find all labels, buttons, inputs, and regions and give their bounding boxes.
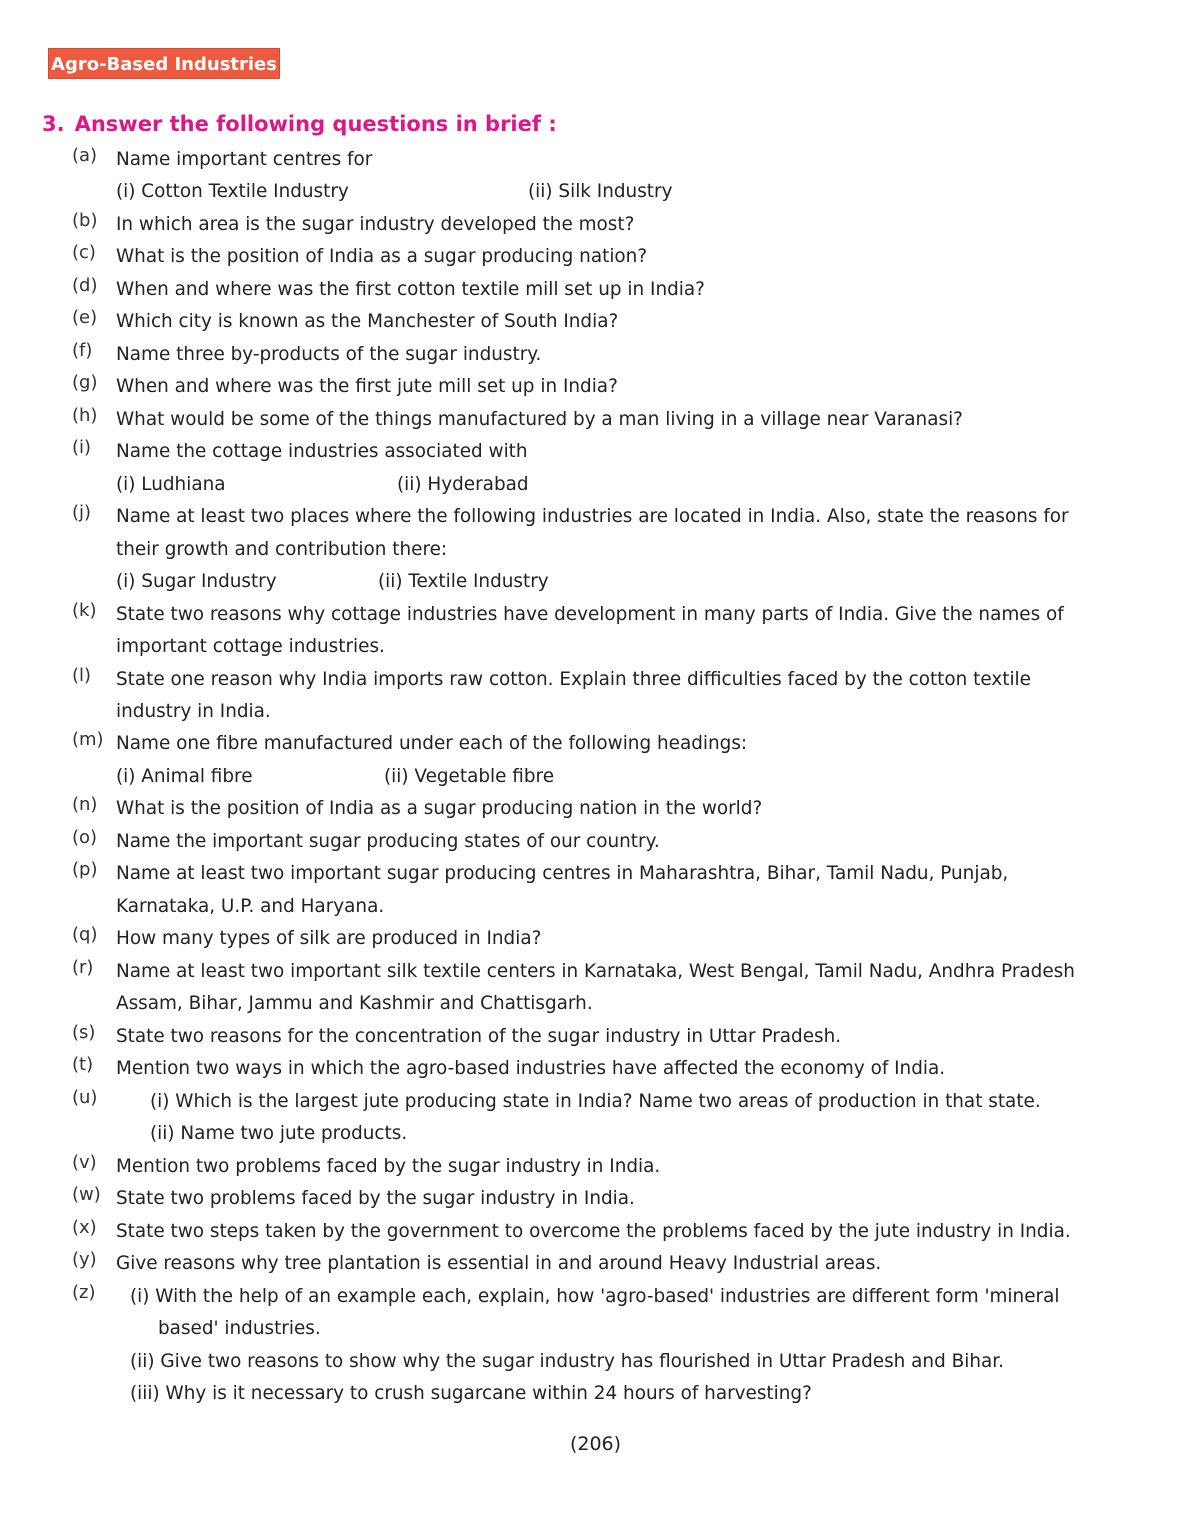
question-label: (p) bbox=[72, 859, 98, 880]
question-label: (i) bbox=[72, 437, 92, 458]
question-text: Which city is known as the Manchester of South India? bbox=[116, 311, 619, 332]
question-text: What is the position of India as a sugar producing nation? bbox=[116, 246, 648, 267]
question-text-continued: Karnataka, U.P. and Haryana. bbox=[116, 896, 385, 917]
question-label: (j) bbox=[72, 502, 92, 523]
question-label: (m) bbox=[72, 729, 104, 750]
question-text: State two reasons why cottage industries have development in many parts of India. Give the names of bbox=[116, 604, 1064, 625]
question-text: State two problems faced by the sugar industry in India. bbox=[116, 1188, 635, 1209]
question-text: Name the important sugar producing states of our country. bbox=[116, 831, 660, 852]
sub-item: (ii) Silk Industry bbox=[528, 181, 673, 202]
question-text: When and where was the first jute mill set up in India? bbox=[116, 376, 618, 397]
question-text: Name at least two important sugar producing centres in Maharashtra, Bihar, Tamil Nadu, Punjab, bbox=[116, 863, 1009, 884]
question-label: (c) bbox=[72, 242, 96, 263]
question-text: How many types of silk are produced in India? bbox=[116, 928, 542, 949]
question-label: (d) bbox=[72, 275, 98, 296]
question-text: In which area is the sugar industry developed the most? bbox=[116, 214, 635, 235]
question-text: Name at least two important silk textile centers in Karnataka, West Bengal, Tamil Nadu, Andhra Pradesh bbox=[116, 961, 1075, 982]
question-text: Name at least two places where the following industries are located in India. Also, state the reasons for bbox=[116, 506, 1069, 527]
question-label: (u) bbox=[72, 1087, 98, 1108]
question-text: Mention two ways in which the agro-based industries have affected the economy of India. bbox=[116, 1058, 946, 1079]
question-text: State two steps taken by the government to overcome the problems faced by the jute industry in India. bbox=[116, 1221, 1071, 1242]
question-text: Name three by-products of the sugar industry. bbox=[116, 344, 542, 365]
sub-item: (ii) Vegetable fibre bbox=[384, 766, 555, 787]
question-text: Mention two problems faced by the sugar industry in India. bbox=[116, 1156, 661, 1177]
question-label: (k) bbox=[72, 600, 97, 621]
section-number: 3. bbox=[42, 112, 65, 136]
page-number: (206) bbox=[569, 1433, 622, 1455]
question-text-continued: important cottage industries. bbox=[116, 636, 385, 657]
question-text: Give reasons why tree plantation is essential in and around Heavy Industrial areas. bbox=[116, 1253, 882, 1274]
sub-item: (i) Cotton Textile Industry bbox=[116, 181, 349, 202]
sub-item: (i) Sugar Industry bbox=[116, 571, 277, 592]
question-label: (x) bbox=[72, 1217, 97, 1238]
question-label: (a) bbox=[72, 145, 98, 166]
sub-item: (ii) Hyderabad bbox=[397, 474, 529, 495]
question-text: State two reasons for the concentration of the sugar industry in Uttar Pradesh. bbox=[116, 1026, 842, 1047]
question-label: (r) bbox=[72, 957, 94, 978]
question-text: Name one fibre manufactured under each of the following headings: bbox=[116, 733, 748, 754]
question-text: State one reason why India imports raw cotton. Explain three difficulties faced by the cotton textile bbox=[116, 669, 1031, 690]
sub-item: (i) With the help of an example each, explain, how 'agro-based' industries are different form 'mineral bbox=[130, 1286, 1060, 1307]
sub-item-continued: based' industries. bbox=[158, 1318, 321, 1339]
section-heading bbox=[42, 112, 557, 136]
sub-item: (ii) Name two jute products. bbox=[150, 1123, 408, 1144]
sub-item: (i) Ludhiana bbox=[116, 474, 226, 495]
sub-item: (ii) Give two reasons to show why the sugar industry has flourished in Uttar Pradesh and Bihar. bbox=[130, 1351, 1004, 1372]
question-label: (n) bbox=[72, 794, 98, 815]
question-label: (z) bbox=[72, 1282, 96, 1303]
sub-item: (i) Animal fibre bbox=[116, 766, 253, 787]
question-label: (h) bbox=[72, 405, 98, 426]
question-label: (b) bbox=[72, 210, 98, 231]
sub-item: (ii) Textile Industry bbox=[378, 571, 549, 592]
question-label: (f) bbox=[72, 340, 93, 361]
question-label: (y) bbox=[72, 1249, 97, 1270]
section-title: Answer the following questions in brief : bbox=[74, 112, 557, 136]
question-label: (e) bbox=[72, 307, 98, 328]
question-text: Name important centres for bbox=[116, 149, 373, 170]
question-label: (t) bbox=[72, 1054, 94, 1075]
question-text: What would be some of the things manufactured by a man living in a village near Varanasi? bbox=[116, 409, 963, 430]
question-text: What is the position of India as a sugar producing nation in the world? bbox=[116, 798, 763, 819]
question-text-continued: their growth and contribution there: bbox=[116, 539, 448, 560]
sub-item: (i) Which is the largest jute producing state in India? Name two areas of production in that state. bbox=[150, 1091, 1041, 1112]
question-text: Name the cottage industries associated with bbox=[116, 441, 528, 462]
chapter-tag: Agro-Based Industries bbox=[48, 48, 280, 79]
sub-item: (iii) Why is it necessary to crush sugarcane within 24 hours of harvesting? bbox=[130, 1383, 812, 1404]
question-label: (l) bbox=[72, 665, 92, 686]
question-label: (v) bbox=[72, 1152, 97, 1173]
question-label: (w) bbox=[72, 1184, 101, 1205]
question-text-continued: Assam, Bihar, Jammu and Kashmir and Chattisgarh. bbox=[116, 993, 593, 1014]
question-label: (q) bbox=[72, 924, 98, 945]
question-text: When and where was the first cotton textile mill set up in India? bbox=[116, 279, 705, 300]
question-text-continued: industry in India. bbox=[116, 701, 271, 722]
question-label: (s) bbox=[72, 1022, 96, 1043]
question-label: (o) bbox=[72, 827, 98, 848]
question-label: (g) bbox=[72, 372, 98, 393]
